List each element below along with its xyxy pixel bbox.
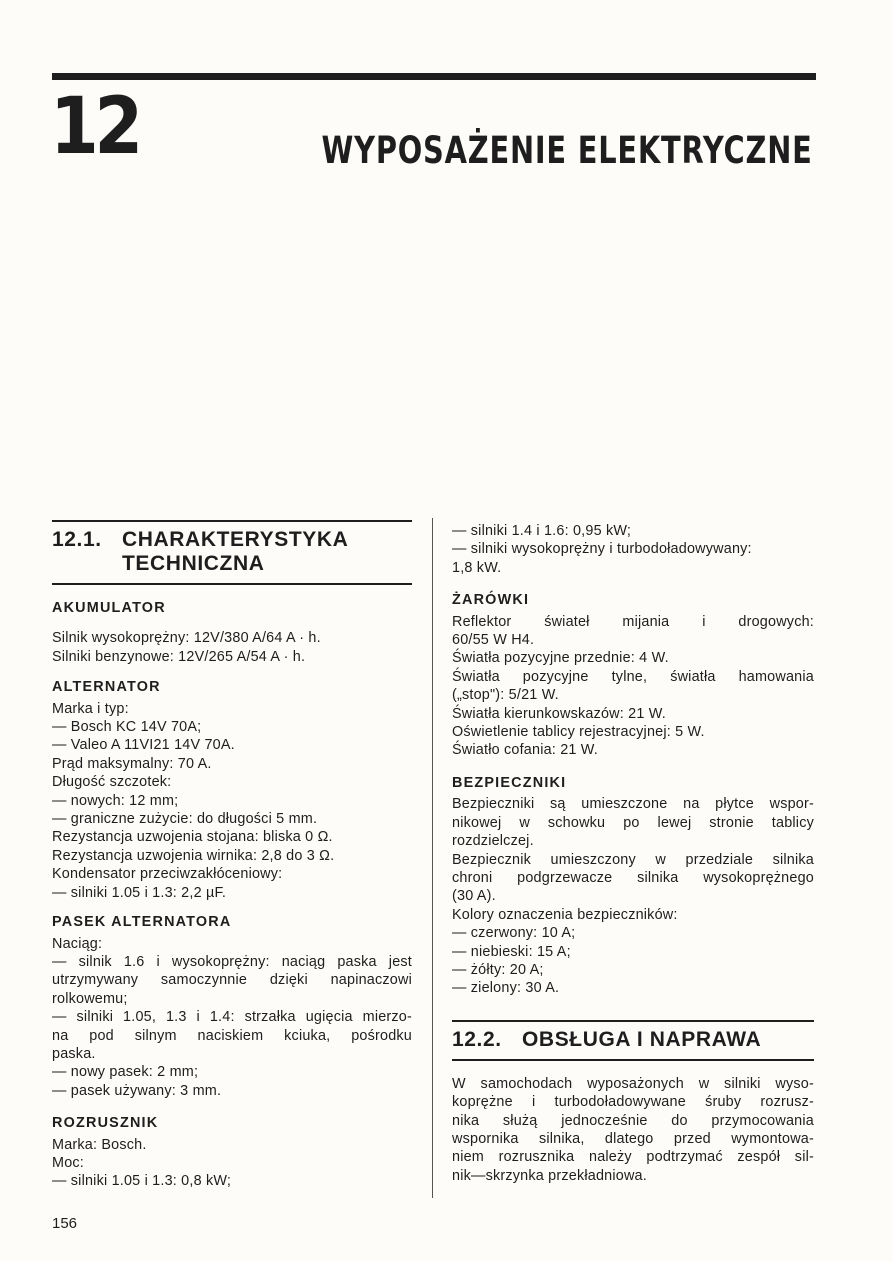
text-line: (30 A). xyxy=(452,888,496,905)
text-line: rolkowemu; xyxy=(52,990,128,1007)
text-line: Bezpiecznik umieszczony w przedziale silnika xyxy=(452,851,814,868)
rozrusznik-body xyxy=(52,1136,412,1191)
section-title-line2: TECHNICZNA xyxy=(122,552,265,575)
text-line: Moc: xyxy=(52,1154,84,1171)
text-line: — żółty: 20 A; xyxy=(452,961,544,978)
text-line: — nowych: 12 mm; xyxy=(52,792,179,809)
rozrusznik-continued xyxy=(452,522,814,577)
text-line: Oświetlenie tablicy rejestracyjnej: 5 W. xyxy=(452,724,705,741)
text-line: Rezystancja uzwojenia wirnika: 2,8 do 3 Ω. xyxy=(52,847,335,864)
text-line: paska. xyxy=(52,1045,96,1062)
top-rule xyxy=(52,73,816,80)
subheading-zarowki: ŻARÓWKI xyxy=(452,592,530,609)
text-line: na pod silnym naciskiem kciuka, pośrodku xyxy=(52,1027,412,1044)
text-line: Światła kierunkowskazów: 21 W. xyxy=(452,705,666,722)
section-number: 12.1. xyxy=(52,528,102,551)
text-line: 1,8 kW. xyxy=(452,559,502,576)
text-line: Bezpieczniki są umieszczone na płytce wspor- xyxy=(452,796,814,813)
text-line: niem rozrusznika należy podtrzymać zespół sil- xyxy=(452,1149,814,1166)
text-line: chroni podgrzewacze silnika wysokoprężnego xyxy=(452,869,814,886)
text-line: — niebieski: 15 A; xyxy=(452,943,571,960)
text-line: Silniki benzynowe: 12V/265 A/54 A · h. xyxy=(52,648,306,665)
text-line: — Valeo A 11VI21 14V 70A. xyxy=(52,737,235,754)
zarowki-body xyxy=(452,613,814,760)
text-line: Reflektor świateł mijania i drogowych: xyxy=(452,613,814,630)
column-divider xyxy=(432,518,433,1198)
text-line: — silnik 1.6 i wysokoprężny: naciąg paska jest xyxy=(52,953,412,970)
text-line: nik—skrzynka przekładniowa. xyxy=(452,1167,647,1184)
bezpieczniki-body xyxy=(452,795,814,997)
text-line: Kondensator przeciwzakłóceniowy: xyxy=(52,866,283,883)
text-line: Naciąg: xyxy=(52,935,103,952)
obsluga-body xyxy=(452,1075,814,1185)
text-line: koprężne i turbodoładowywane śruby rozrusz- xyxy=(452,1094,814,1111)
section-heading-12-2 xyxy=(452,1020,814,1061)
section-heading-12-1 xyxy=(52,520,412,585)
section-title-line1: CHARAKTERYSTYKA xyxy=(122,528,349,551)
text-line: Światła pozycyjne tylne, światła hamowania xyxy=(452,668,814,685)
text-line: — nowy pasek: 2 mm; xyxy=(52,1064,199,1081)
text-line: — Bosch KC 14V 70A; xyxy=(52,719,202,736)
text-line: Kolory oznaczenia bezpieczników: xyxy=(452,906,678,923)
left-column xyxy=(52,520,412,1191)
text-line: Światła pozycyjne przednie: 4 W. xyxy=(452,650,669,667)
text-line: W samochodach wyposażonych w silniki wyso- xyxy=(452,1075,814,1092)
text-line: — graniczne zużycie: do długości 5 mm. xyxy=(52,811,318,828)
text-line: — silniki 1.05, 1.3 i 1.4: strzałka ugięcia mierzo- xyxy=(52,1009,412,1026)
text-line: Marka i typ: xyxy=(52,700,129,717)
subheading-alternator: ALTERNATOR xyxy=(52,679,161,696)
section-title: OBSŁUGA I NAPRAWA xyxy=(522,1027,762,1051)
akumulator-body xyxy=(52,629,412,666)
subheading-bezpieczniki: BEZPIECZNIKI xyxy=(452,774,567,791)
text-line: — pasek używany: 3 mm. xyxy=(52,1082,222,1099)
text-line: — silniki 1.4 i 1.6: 0,95 kW; xyxy=(452,523,632,539)
text-line: — zielony: 30 A. xyxy=(452,980,560,997)
text-line: Rezystancja uzwojenia stojana: bliska 0 Ω. xyxy=(52,829,333,846)
text-line: rozdzielczej. xyxy=(452,833,534,850)
text-line: Długość szczotek: xyxy=(52,774,172,791)
text-line: utrzymywany samoczynnie dzięki napinaczowi xyxy=(52,972,412,989)
text-line: — czerwony: 10 A; xyxy=(452,925,576,942)
subheading-akumulator: AKUMULATOR xyxy=(52,600,166,616)
right-column xyxy=(452,522,814,1185)
text-line: Prąd maksymalny: 70 A. xyxy=(52,755,212,772)
text-line: Marka: Bosch. xyxy=(52,1136,147,1153)
subheading-rozrusznik: ROZRUSZNIK xyxy=(52,1115,159,1132)
pasek-body xyxy=(52,935,412,1101)
alternator-body xyxy=(52,700,412,902)
text-line: — silniki 1.05 i 1.3: 0,8 kW; xyxy=(52,1173,232,1190)
text-line: nika służą jednocześnie do przymocowania xyxy=(452,1112,814,1129)
text-line: — silniki 1.05 i 1.3: 2,2 µF. xyxy=(52,884,227,901)
text-line: nikowej w schowku po lewej stronie tablicy xyxy=(452,814,814,831)
chapter-number: 12 xyxy=(50,82,139,172)
text-line: — silniki wysokoprężny i turbodoładowywany: xyxy=(452,541,752,558)
text-line: Silnik wysokoprężny: 12V/380 A/64 A · h. xyxy=(52,630,321,647)
text-line: („stop"): 5/21 W. xyxy=(452,687,559,704)
text-line: Światło cofania: 21 W. xyxy=(452,742,598,759)
section-number: 12.2. xyxy=(452,1027,502,1051)
text-line: 60/55 W H4. xyxy=(452,632,535,649)
text-line: wspornika silnika, dlatego przed wymontowa- xyxy=(452,1130,814,1147)
chapter-title: WYPOSAŻENIE ELEKTRYCZNE xyxy=(321,129,813,172)
subheading-pasek-alternatora: PASEK ALTERNATORA xyxy=(52,914,232,931)
page-number: 156 xyxy=(52,1215,78,1232)
